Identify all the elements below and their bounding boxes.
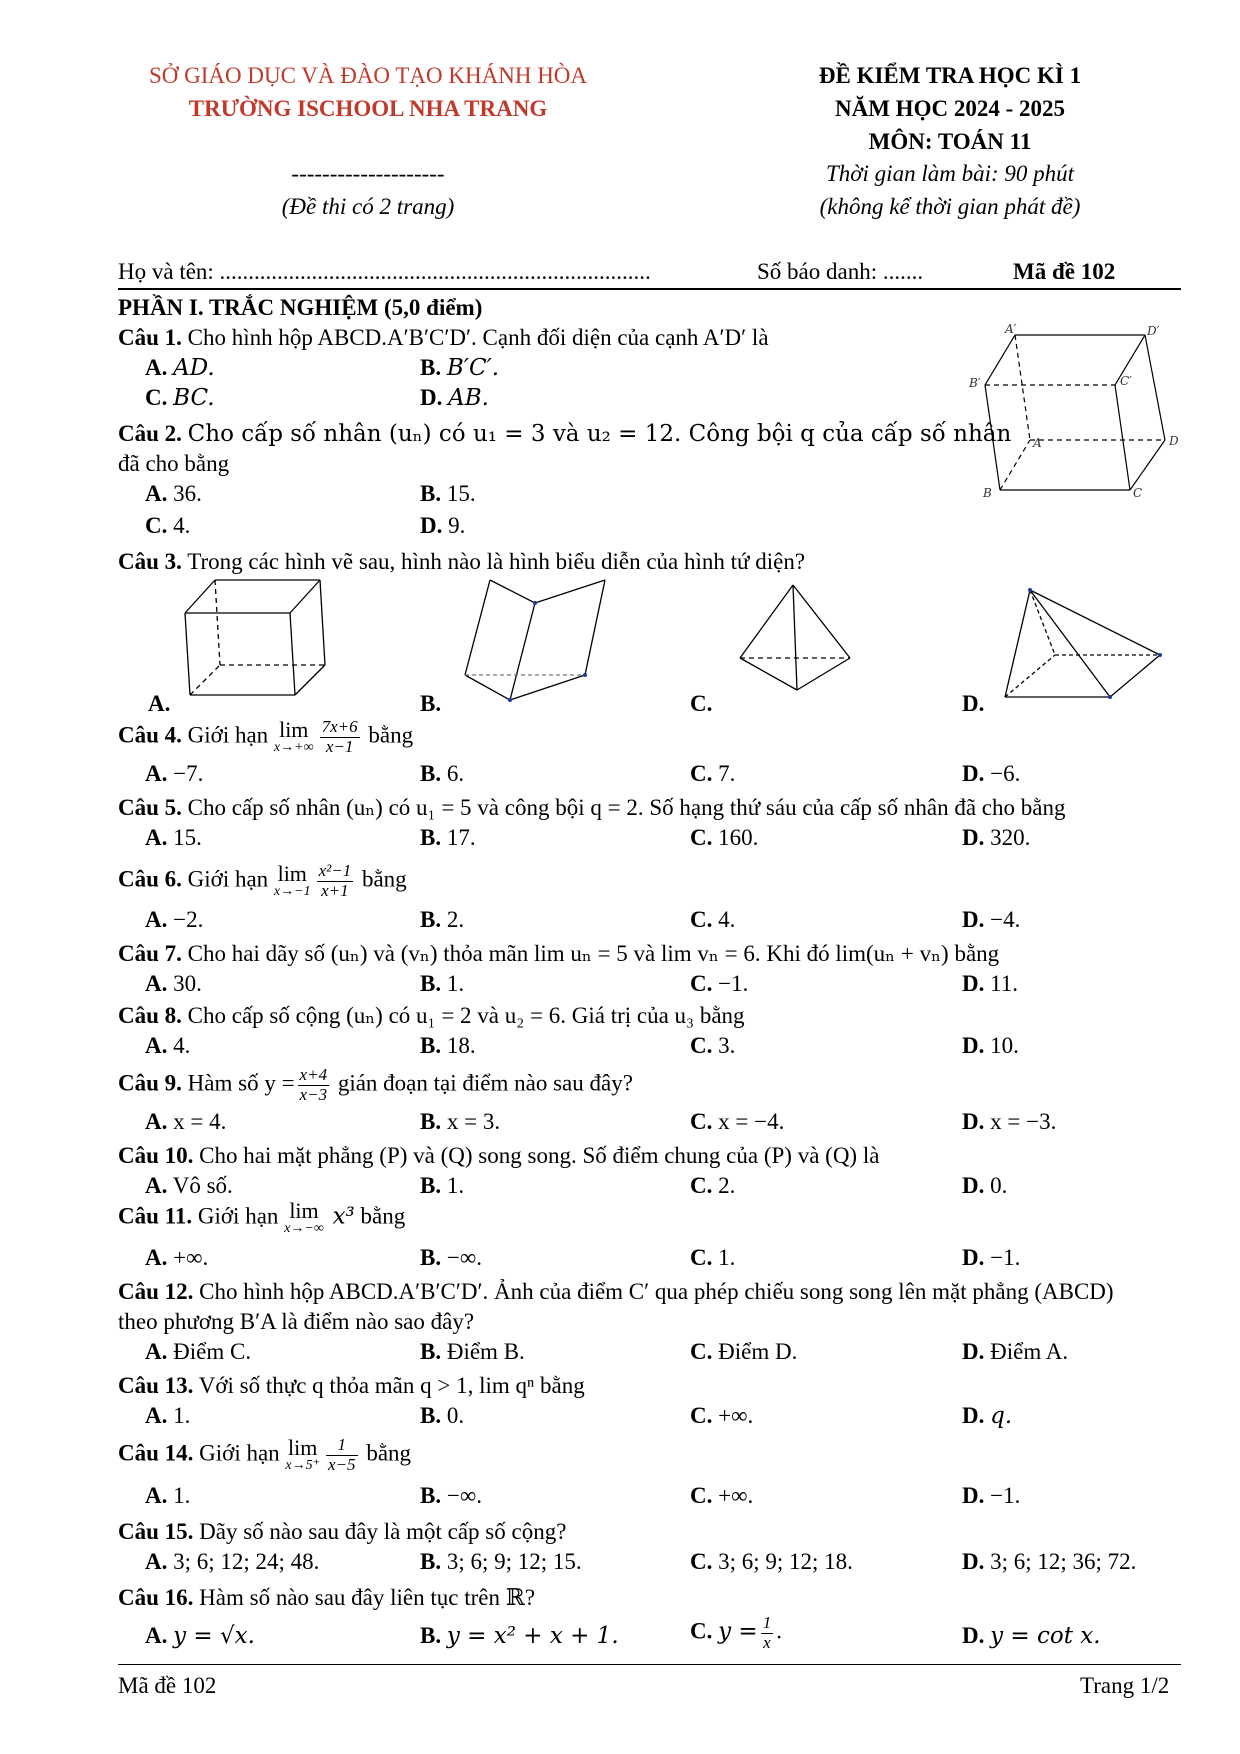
q14-option-b: B. −∞. [420,1483,482,1508]
q6-option-d: D. −4. [962,907,1021,932]
q11-option-b: B. −∞. [420,1245,482,1270]
q5-option-b: B. 17. [420,825,476,850]
q14-option-c: C. +∞. [690,1483,754,1508]
q11-option-d: D. −1. [962,1245,1021,1270]
q11-option-a: A. +∞. [145,1245,209,1270]
question-10: Câu 10. Cho hai mặt phẳng (P) và (Q) song song. Số điểm chung của (P) và (Q) là [118,1143,880,1168]
q14-option-a: A. 1. [145,1483,191,1508]
q7-option-c: C. −1. [690,971,749,996]
q13-option-c: C. +∞. [690,1403,754,1428]
q12-option-a: A. Điểm C. [145,1339,252,1364]
q12-option-c: C. Điểm D. [690,1339,798,1364]
pages-note: (Đề thi có 2 trang) [281,194,455,219]
dept-name: SỞ GIÁO DỤC VÀ ĐÀO TẠO KHÁNH HÒA [148,63,588,88]
fig1-label-a1: A′ [1005,322,1017,336]
q1-option-d: D. AB. [420,385,489,411]
q1-text: Cho hình hộp ABCD.A′B′C′D′. Cạnh đối diện của cạnh A′D′ là [187,325,769,350]
q1-option-c: C. BC. [145,385,215,411]
q11-limit: lim x→−∞ [284,1198,324,1236]
q2-option-d: D. 9. [420,513,466,538]
q14-fraction: $\frac{1}{x-5}$ [328,1435,356,1474]
q11-option-c: C. 1. [690,1245,736,1270]
q15-option-b: B. 3; 6; 9; 12; 15. [420,1549,582,1574]
header-rule [118,288,1181,290]
name-field-label: Họ và tên: ........................................................................... [118,259,651,284]
q3-label-d: D. [962,691,985,716]
section-title: PHẦN I. TRẮC NGHIỆM (5,0 điểm) [118,295,483,320]
question-16: Câu 16. Hàm số nào sau đây liên tục trên ℝ? [118,1585,536,1610]
time-limit: Thời gian làm bài: 90 phút [825,161,1075,186]
question-7: Câu 7. Cho hai dãy số (uₙ) và (vₙ) thỏa mãn lim uₙ = 5 và lim vₙ = 6. Khi đó lim(uₙ + vₙ) bằng [118,941,1000,966]
q6-option-b: B. 2. [420,907,465,932]
q9-fraction: $\frac{x+4}{x-3}$ [299,1065,328,1104]
q9-option-c: C. x = −4. [690,1109,785,1134]
q8-option-a: A. 4. [145,1033,191,1058]
q7-option-b: B. 1. [420,971,465,996]
q8-option-c: C. 3. [690,1033,736,1058]
q8-option-d: D. 10. [962,1033,1019,1058]
question-2: Câu 2. Cho cấp số nhân (uₙ) có u₁ = 3 và u₂ = 12. Công bội q của cấp số nhân [118,421,1012,447]
q9-option-d: D. x = −3. [962,1109,1057,1134]
q2-option-c: C. 4. [145,513,191,538]
question-3: Câu 3. Trong các hình vẽ sau, hình nào là hình biểu diễn của hình tứ diện? [118,549,806,574]
q16-option-c: C. y = $\frac{1}{x}$ . [690,1613,782,1652]
school-year: NĂM HỌC 2024 - 2025 [835,96,1065,121]
fig1-label-b1: B′ [969,376,981,390]
q9-option-a: A. x = 4. [145,1109,227,1134]
subject: MÔN: TOÁN 11 [868,129,1032,154]
exam-code: Mã đề 102 [1013,259,1116,284]
q5-option-c: C. 160. [690,825,759,850]
q3-label-b: B. [420,691,442,716]
q9-option-b: B. x = 3. [420,1109,501,1134]
q1-option-b: B. B′C′. [420,355,500,381]
q12-option-b: B. Điểm B. [420,1339,525,1364]
q4-option-c: C. 7. [690,761,736,786]
q15-option-c: C. 3; 6; 9; 12; 18. [690,1549,853,1574]
q3-label-c: C. [690,691,713,716]
q16-option-d: D. y = cot x. [962,1623,1101,1649]
student-id-label: Số báo danh: ....... [757,259,924,284]
q6-fraction: $\frac{\text{x²−1}}{x+1}$ [318,861,352,900]
q6-option-c: C. 4. [690,907,736,932]
q7-option-d: D. 11. [962,971,1019,996]
q3-label-a: A. [148,691,171,716]
footer-exam-code: Mã đề 102 [118,1673,217,1698]
q3-figure-d-pyramid [1000,585,1165,705]
q5-option-d: D. 320. [962,825,1031,850]
q14-option-d: D. −1. [962,1483,1021,1508]
q16-option-a: A. y = √x. [145,1623,255,1649]
question-8: Câu 8. Cho cấp số cộng (uₙ) có u₁ = 2 và u₂ = 6. Giá trị của u₃ bằng [118,1003,745,1028]
q2-option-a: A. 36. [145,481,202,506]
q4-limit: lim x→+∞ [273,717,314,756]
q15-option-a: A. 3; 6; 12; 24; 48. [145,1549,320,1574]
q2-text-cont: đã cho bằng [118,451,230,476]
question-11: Câu 11. Giới hạn lim x→−∞ x³ bằng [118,1198,406,1236]
q7-option-a: A. 30. [145,971,202,996]
footer-page-number: Trang 1/2 [1080,1673,1170,1698]
fig1-label-b: B [983,486,992,500]
question-13: Câu 13. Với số thực q thỏa mãn q > 1, lim qⁿ bằng [118,1373,585,1398]
q16-c-fraction: $\frac{1}{x}$ [762,1613,772,1652]
q15-option-d: D. 3; 6; 12; 36; 72. [962,1549,1137,1574]
q1-option-a: A. AD. [145,355,215,381]
q12-option-d: D. Điểm A. [962,1339,1069,1364]
q5-option-a: A. 15. [145,825,202,850]
question-9: Câu 9. Hàm số y = $\frac{x+4}{x-3}$ gián đoạn tại điểm nào sau đây? [118,1065,633,1104]
q3-figure-c-tetrahedron [735,580,855,700]
q13-option-d: D. q. [962,1403,1013,1429]
question-6: Câu 6. Giới hạn lim x→−1 $\frac{\text{x²−1}}{x+1}$ bằng [118,861,407,900]
question-4: Câu 4. Giới hạn lim x→+∞ $\frac{7x+6}{x-1}$ bằng [118,717,414,756]
school-name: TRƯỜNG ISCHOOL NHA TRANG [188,96,548,121]
q13-option-b: B. 0. [420,1403,465,1428]
q4-fraction: $\frac{7x+6}{x-1}$ [321,717,358,756]
q10-option-d: D. 0. [962,1173,1008,1198]
question-1 [118,324,769,352]
fig1-label-c1: C′ [1120,374,1132,388]
q10-option-c: C. 2. [690,1173,736,1198]
q2-option-b: B. 15. [420,481,476,506]
q10-option-a: A. Vô số. [145,1173,233,1198]
q3-figure-a-cube [180,575,330,705]
q10-option-b: B. 1. [420,1173,465,1198]
fig1-label-c: C [1133,486,1143,500]
time-note: (không kể thời gian phát đề) [819,194,1081,219]
q4-option-a: A. −7. [145,761,204,786]
question-12: Câu 12. Cho hình hộp ABCD.A′B′C′D′. Ảnh của điểm C′ qua phép chiếu song song lên mặt phẳng (ABCD) [118,1279,1114,1304]
q4-option-d: D. −6. [962,761,1021,786]
fig1-label-d1: D′ [1147,324,1160,338]
q8-option-b: B. 18. [420,1033,476,1058]
q1-box-figure [965,322,1179,505]
q6-option-a: A. −2. [145,907,204,932]
q13-option-a: A. 1. [145,1403,191,1428]
fig1-label-a: A [1033,436,1042,450]
q12-text-cont: theo phương B′A là điểm nào sao đây? [118,1309,475,1334]
q3-figure-b-prism [455,575,615,705]
q1-label: Câu 1. [118,325,182,350]
question-15: Câu 15. Dãy số nào sau đây là một cấp số cộng? [118,1519,567,1544]
q6-limit: lim x→−1 [273,861,311,900]
q4-option-b: B. 6. [420,761,465,786]
q16-option-b: B. y = x² + x + 1. [420,1623,619,1649]
q14-limit: lim x→5⁺ [285,1435,321,1474]
exam-title: ĐỀ KIỂM TRA HỌC KÌ 1 [818,63,1082,88]
footer-rule [118,1664,1181,1665]
question-5: Câu 5. Cho cấp số nhân (uₙ) có u₁ = 5 và công bội q = 2. Số hạng thứ sáu của cấp số nhân đã cho bằng [118,795,1066,820]
fig1-label-d: D [1169,434,1179,448]
question-14: Câu 14. Giới hạn lim x→5⁺ $\frac{1}{x-5}$ bằng [118,1435,412,1474]
header-dashes: -------------------- [291,161,445,186]
